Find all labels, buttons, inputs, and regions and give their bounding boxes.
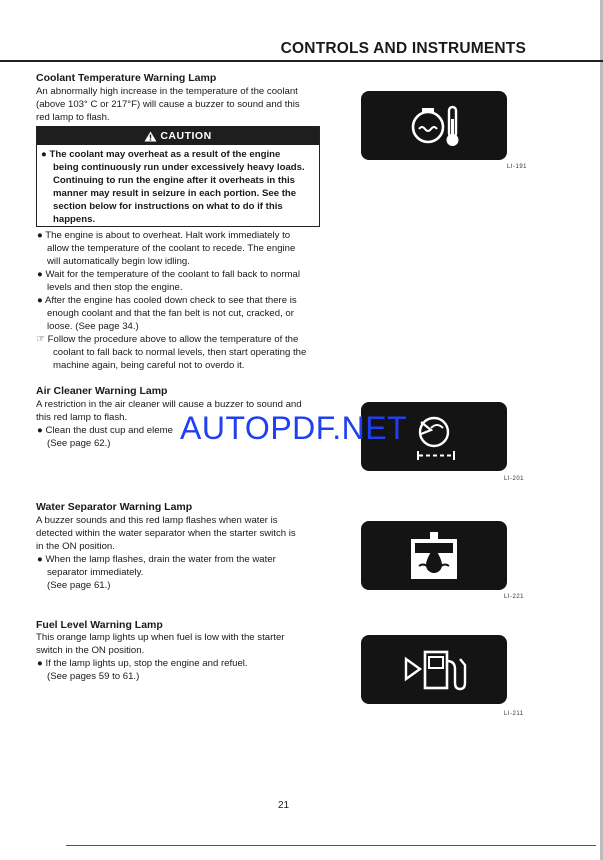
list-item-cont: enough coolant and that the fan belt is not cut, cracked, or bbox=[47, 308, 294, 319]
caution-line: happens. bbox=[53, 214, 96, 225]
caution-line: section below for instructions on what to do if this bbox=[53, 201, 283, 212]
figure-code: LI-211 bbox=[504, 711, 524, 717]
note-line: coolant to fall back to normal levels, then start operating the bbox=[53, 347, 307, 358]
fuel-level-icon bbox=[361, 635, 507, 704]
air-cleaner-intro-line: this red lamp to flash. bbox=[36, 412, 128, 423]
page-reference: (See pages 59 to 61.) bbox=[47, 671, 140, 682]
fuel-level-intro bbox=[36, 631, 319, 657]
list-item-cont: separator immediately. bbox=[47, 567, 144, 578]
water-separator-intro-line: detected within the water separator when the starter switch is bbox=[36, 528, 296, 539]
footer-rule bbox=[66, 845, 596, 846]
note-line: ☞ Follow the procedure above to allow the temperature of the bbox=[36, 334, 299, 345]
water-separator-bullet bbox=[37, 553, 276, 592]
coolant-lamp-panel bbox=[361, 91, 507, 160]
watermark: AUTOPDF.NET bbox=[180, 410, 408, 446]
coolant-bullet-list bbox=[37, 229, 300, 333]
water-separator-intro-line: A buzzer sounds and this red lamp flashes when water is bbox=[36, 515, 278, 526]
fuel-level-intro-line: switch in the ON position. bbox=[36, 645, 145, 656]
caution-box bbox=[36, 126, 320, 227]
coolant-intro-line: An abnormally high increase in the temperature of the coolant bbox=[36, 86, 298, 97]
list-item-cont: levels and then stop the engine. bbox=[47, 282, 183, 293]
water-separator-section-title: Water Separator Warning Lamp bbox=[36, 501, 193, 513]
fuel-level-intro-line: This orange lamp lights up when fuel is low with the starter bbox=[36, 632, 285, 643]
page-reference: (See page 61.) bbox=[47, 580, 111, 591]
water-separator-icon bbox=[361, 521, 507, 590]
caution-line: manner may result in seizure in each portion. See the bbox=[53, 188, 297, 199]
page-reference: (See page 62.) bbox=[47, 438, 111, 449]
list-item: ● After the engine has cooled down check to see that there is bbox=[37, 295, 297, 306]
figure-code: LI-221 bbox=[504, 594, 525, 600]
list-item-cont: allow the temperature of the coolant to recede. The engine bbox=[47, 243, 296, 254]
fuel-level-section-title: Fuel Level Warning Lamp bbox=[36, 619, 163, 631]
list-item: ● If the lamp lights up, stop the engine and refuel. bbox=[37, 658, 248, 669]
coolant-note bbox=[36, 333, 306, 372]
caution-header bbox=[37, 127, 319, 145]
figure-code: LI-201 bbox=[504, 476, 525, 482]
caution-text bbox=[41, 148, 317, 226]
list-item: ● The engine is about to overheat. Halt work immediately to bbox=[37, 230, 291, 241]
list-item: ● Wait for the temperature of the coolant to fall back to normal bbox=[37, 269, 301, 280]
coolant-intro bbox=[36, 85, 319, 124]
caution-line: ● The coolant may overheat as a result of the engine bbox=[41, 149, 281, 160]
caution-label: CAUTION bbox=[160, 130, 212, 142]
air-cleaner-section-title: Air Cleaner Warning Lamp bbox=[36, 385, 168, 397]
coolant-intro-line: red lamp to flash. bbox=[36, 112, 110, 123]
header-rule bbox=[0, 60, 603, 62]
air-cleaner-intro-line: A restriction in the air cleaner will cause a buzzer to sound and bbox=[36, 399, 302, 410]
list-item: ● When the lamp flashes, drain the water from the water bbox=[37, 554, 276, 565]
page-number: 21 bbox=[278, 800, 290, 811]
coolant-intro-line: (above 103° C or 217°F) will cause a buzzer to sound and this bbox=[36, 99, 300, 110]
water-separator-lamp-panel bbox=[361, 521, 507, 590]
list-item-cont: will automatically begin low idling. bbox=[47, 256, 190, 267]
warning-triangle-icon bbox=[144, 131, 157, 142]
air-cleaner-bullet bbox=[37, 424, 173, 450]
page-header-title: CONTROLS AND INSTRUMENTS bbox=[280, 40, 526, 57]
fuel-level-bullet bbox=[37, 657, 248, 683]
coolant-section-title: Coolant Temperature Warning Lamp bbox=[36, 72, 217, 84]
fuel-level-lamp-panel bbox=[361, 635, 507, 704]
water-separator-intro-line: in the ON position. bbox=[36, 541, 115, 552]
caution-line: Continuing to run the engine after it overheats in this bbox=[53, 175, 295, 186]
figure-code: LI-191 bbox=[507, 164, 528, 170]
pointing-hand-icon: ☞ bbox=[36, 334, 45, 345]
list-item-cont: loose. (See page 34.) bbox=[47, 321, 139, 332]
water-separator-intro bbox=[36, 514, 319, 553]
note-line: machine again, being careful not to overdo it. bbox=[53, 360, 245, 371]
list-item: ● Clean the dust cup and eleme bbox=[37, 425, 173, 436]
coolant-temperature-icon bbox=[361, 91, 507, 160]
caution-line: being continuously run under excessively heavy loads. bbox=[53, 162, 305, 173]
